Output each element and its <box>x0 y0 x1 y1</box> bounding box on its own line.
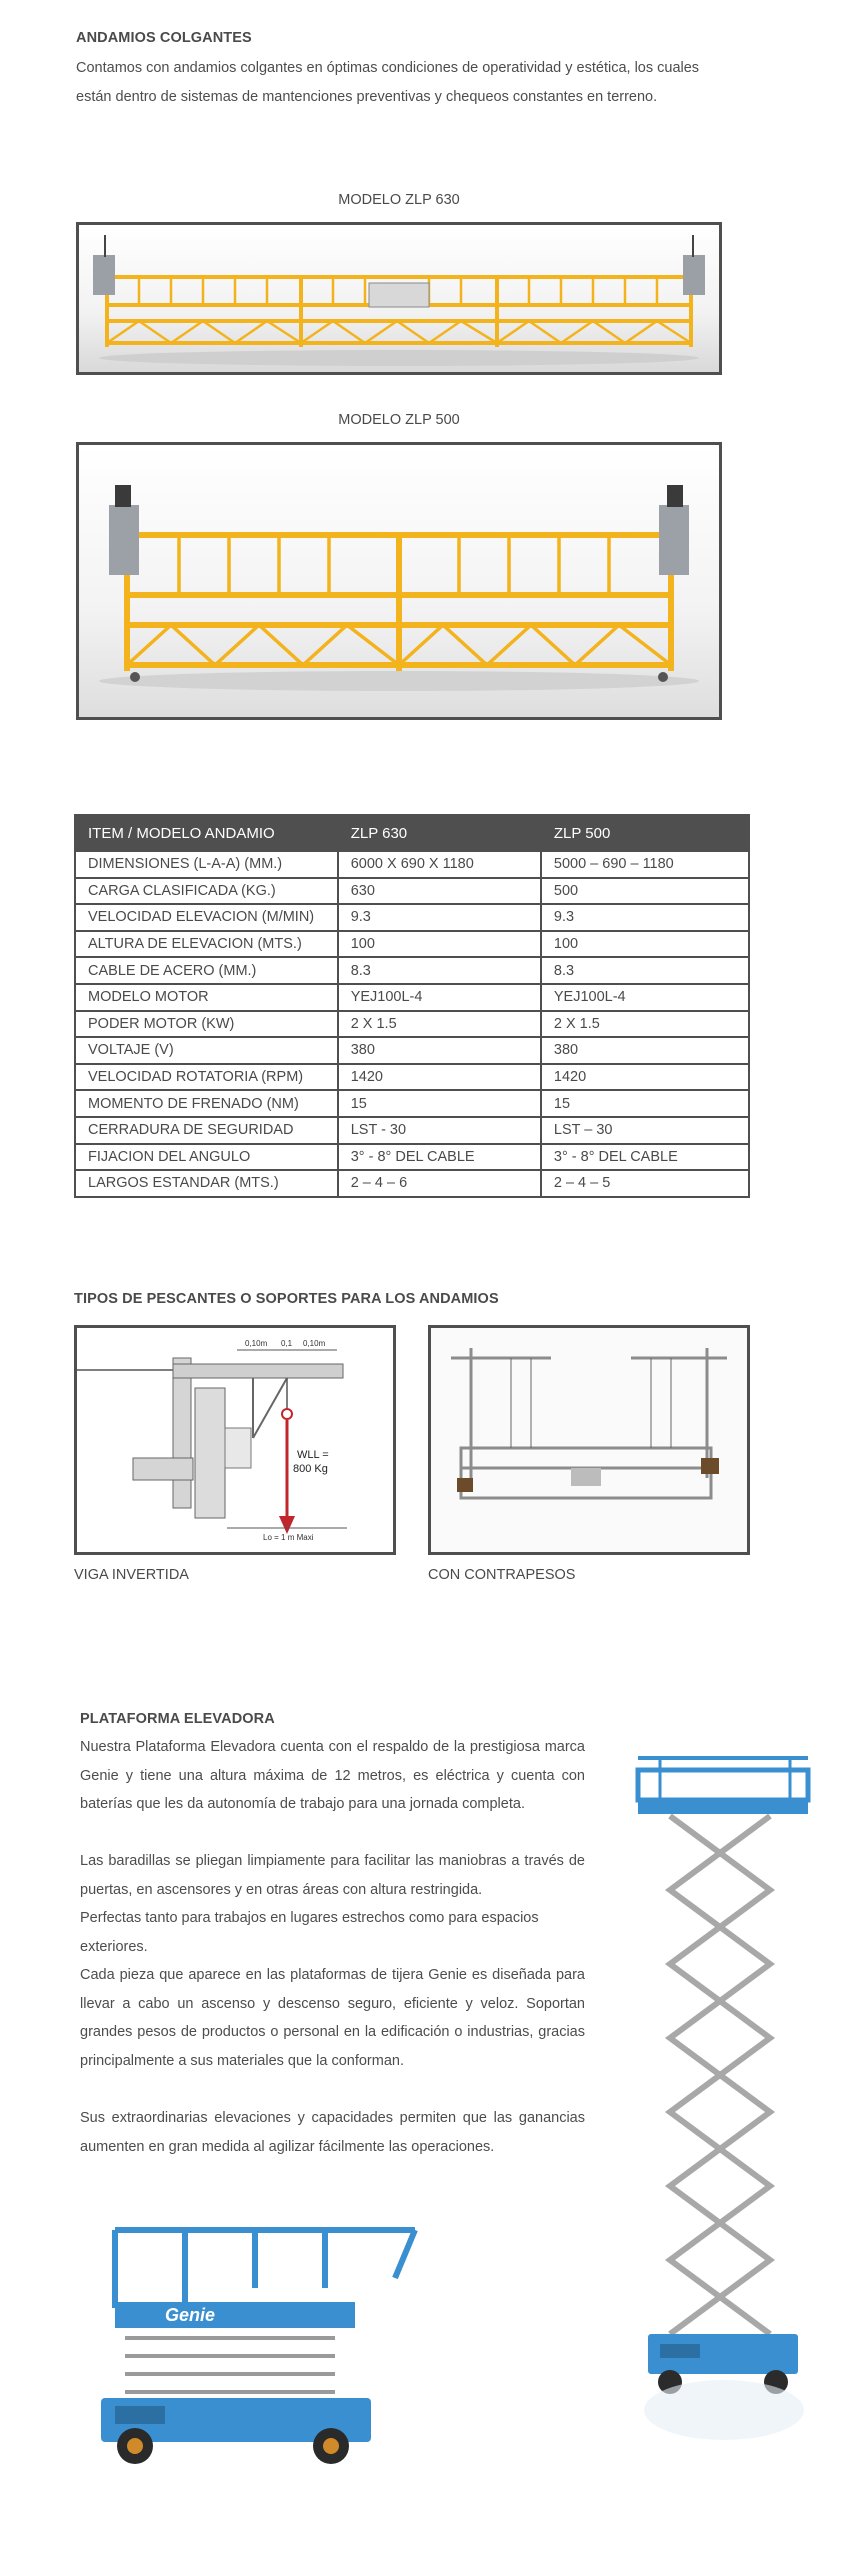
table-cell-item: MODELO MOTOR <box>75 984 338 1011</box>
plataforma-para-2: Las baradillas se pliegan limpiamente para facilitar las maniobras a través de puertas, en ascensores y en otras áreas con altura restringida. <box>80 1853 585 1898</box>
table-cell-item: DIMENSIONES (L-A-A) (MM.) <box>75 851 338 878</box>
table-row <box>75 1064 749 1091</box>
table-cell-item: ALTURA DE ELEVACION (MTS.) <box>75 931 338 958</box>
header-item: ITEM / MODELO ANDAMIO <box>75 815 338 851</box>
plataforma-title: PLATAFORMA ELEVADORA <box>80 1711 275 1727</box>
table-cell-zlp630: 15 <box>338 1090 541 1117</box>
genie-brand-logo: Genie <box>165 2305 216 2325</box>
table-cell-zlp630: 2 – 4 – 6 <box>338 1170 541 1197</box>
plataforma-para-3: Perfectas tanto para trabajos en lugares estrechos como para espacios exteriores. <box>80 1910 539 1955</box>
table-cell-zlp500: 2 X 1.5 <box>541 1011 749 1038</box>
table-row <box>75 984 749 1011</box>
table-row <box>75 931 749 958</box>
table-cell-zlp630: 1420 <box>338 1064 541 1091</box>
table-row <box>75 878 749 905</box>
table-cell-zlp630: 9.3 <box>338 904 541 931</box>
table-cell-zlp630: 2 X 1.5 <box>338 1011 541 1038</box>
table-row <box>75 1144 749 1171</box>
contrapesos-frame <box>428 1325 750 1555</box>
table-cell-zlp500: YEJ100L-4 <box>541 984 749 1011</box>
table-row <box>75 851 749 878</box>
plataforma-para-4: Cada pieza que aparece en las plataformas de tijera Genie es diseñada para llevar a cabo un ascenso y descenso seguro, eficiente y veloz. Soportan grandes pesos de productos o personal en la edificación o industrias, gracias principalmente a sus materiales que la conforman. <box>80 1967 585 2069</box>
table-cell-zlp630: LST - 30 <box>338 1117 541 1144</box>
table-row <box>75 904 749 931</box>
table-cell-zlp630: 8.3 <box>338 957 541 984</box>
table-row <box>75 1011 749 1038</box>
colgantes-text: Contamos con andamios colgantes en óptimas condiciones de operatividad y estética, los cuales están dentro de sistemas de mantenciones preventivas y chequeos constantes en terreno. <box>76 60 700 105</box>
table-cell-item: VELOCIDAD ELEVACION (M/MIN) <box>75 904 338 931</box>
table-cell-zlp500: 9.3 <box>541 904 749 931</box>
table-cell-item: LARGOS ESTANDAR (MTS.) <box>75 1170 338 1197</box>
table-cell-zlp500: LST – 30 <box>541 1117 749 1144</box>
table-cell-item: PODER MOTOR (KW) <box>75 1011 338 1038</box>
table-cell-zlp500: 1420 <box>541 1064 749 1091</box>
scissor-lift-folded-image <box>95 2218 435 2473</box>
diagram-base: Lo = 1 m Maxi <box>263 1533 314 1542</box>
spec-table-header <box>75 815 749 851</box>
model-630-image-frame <box>76 222 722 375</box>
table-cell-zlp630: 6000 X 690 X 1180 <box>338 851 541 878</box>
table-cell-zlp630: 380 <box>338 1037 541 1064</box>
yellow-gondola-zlp630-image <box>79 225 719 372</box>
model-630-caption: MODELO ZLP 630 <box>338 192 460 208</box>
model-500-caption: MODELO ZLP 500 <box>338 412 460 428</box>
diagram-dim-2: 0,1 <box>281 1339 293 1348</box>
model-500-image-frame <box>76 442 722 720</box>
diagram-dim-1: 0,10m <box>245 1339 268 1348</box>
table-cell-zlp500: 100 <box>541 931 749 958</box>
header-zlp630: ZLP 630 <box>338 815 541 851</box>
table-cell-zlp500: 2 – 4 – 5 <box>541 1170 749 1197</box>
table-cell-item: FIJACION DEL ANGULO <box>75 1144 338 1171</box>
contrapesos-photo <box>431 1328 747 1552</box>
plataforma-para-1: Nuestra Plataforma Elevadora cuenta con el respaldo de la prestigiosa marca Genie y tiene una altura máxima de 12 metros, es eléctrica y cuenta con baterías que les da autonomía de trabajo para una jornada completa. <box>80 1739 585 1812</box>
table-cell-zlp630: YEJ100L-4 <box>338 984 541 1011</box>
table-cell-item: VOLTAJE (V) <box>75 1037 338 1064</box>
viga-invertida-diagram <box>77 1328 393 1552</box>
table-cell-item: MOMENTO DE FRENADO (NM) <box>75 1090 338 1117</box>
table-cell-zlp500: 380 <box>541 1037 749 1064</box>
yellow-gondola-zlp500-image <box>79 445 719 717</box>
table-cell-zlp630: 630 <box>338 878 541 905</box>
scissor-lift-extended-image <box>630 1750 820 2470</box>
table-row <box>75 1170 749 1197</box>
table-cell-zlp500: 5000 – 690 – 1180 <box>541 851 749 878</box>
table-row <box>75 1090 749 1117</box>
viga-invertida-frame <box>74 1325 396 1555</box>
pescantes-title: TIPOS DE PESCANTES O SOPORTES PARA LOS ANDAMIOS <box>74 1291 499 1307</box>
header-zlp500: ZLP 500 <box>541 815 749 851</box>
table-cell-item: VELOCIDAD ROTATORIA (RPM) <box>75 1064 338 1091</box>
table-row <box>75 1117 749 1144</box>
table-row <box>75 1037 749 1064</box>
table-cell-zlp500: 3° - 8° DEL CABLE <box>541 1144 749 1171</box>
table-row <box>75 957 749 984</box>
table-cell-item: CABLE DE ACERO (MM.) <box>75 957 338 984</box>
diagram-load: 800 Kg <box>293 1463 328 1475</box>
plataforma-para-5: Sus extraordinarias elevaciones y capacidades permiten que las ganancias aumenten en gran medida al agilizar fácilmente las operaciones. <box>80 2110 585 2155</box>
diagram-wll: WLL = <box>297 1449 329 1461</box>
table-cell-zlp630: 100 <box>338 931 541 958</box>
table-cell-zlp630: 3° - 8° DEL CABLE <box>338 1144 541 1171</box>
contrapesos-label: CON CONTRAPESOS <box>428 1567 576 1583</box>
colgantes-title: ANDAMIOS COLGANTES <box>76 30 252 46</box>
diagram-dim-3: 0,10m <box>303 1339 326 1348</box>
spec-table <box>74 814 750 1198</box>
table-cell-zlp500: 15 <box>541 1090 749 1117</box>
table-cell-zlp500: 8.3 <box>541 957 749 984</box>
table-cell-item: CERRADURA DE SEGURIDAD <box>75 1117 338 1144</box>
table-cell-item: CARGA CLASIFICADA (KG.) <box>75 878 338 905</box>
viga-invertida-label: VIGA INVERTIDA <box>74 1567 189 1583</box>
table-cell-zlp500: 500 <box>541 878 749 905</box>
